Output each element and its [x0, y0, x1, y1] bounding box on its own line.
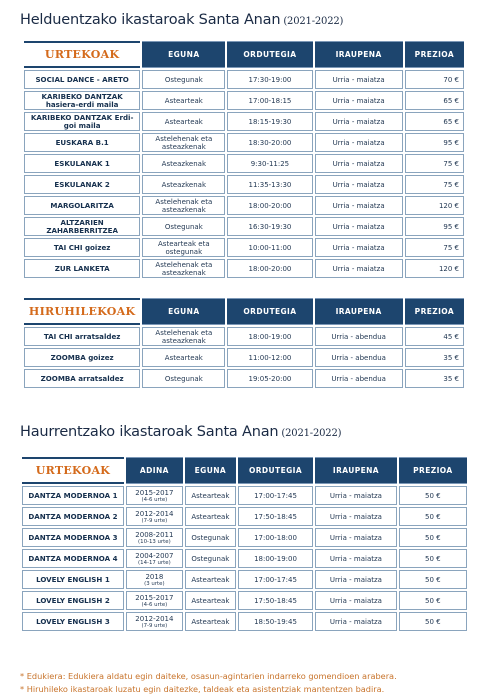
course-name: ESKULANAK 1: [24, 154, 140, 173]
col-ordutegia: ORDUTEGIA: [227, 41, 312, 68]
course-duration: Urria - maiatza: [315, 112, 403, 131]
age-note: (7-9 urte): [141, 517, 168, 524]
course-name: SOCIAL DANCE - ARETO: [24, 70, 140, 89]
course-price: 35 €: [405, 369, 464, 388]
table-row: [24, 327, 464, 346]
age-note: (3 urte): [144, 580, 165, 587]
age-years: 2012-2014: [135, 614, 174, 623]
course-name: DANTZA MODERNOA 4: [22, 549, 124, 568]
age-note: (7-9 urte): [141, 622, 168, 629]
course-day: Asteazkenak: [142, 154, 225, 173]
col-prezioa: PREZIOA: [405, 298, 464, 325]
course-name: ALTZARIEN ZAHARBERRITZEA: [24, 217, 140, 236]
table-row: [24, 217, 464, 236]
course-price: 50 €: [399, 528, 467, 547]
course-duration: Urria - maiatza: [315, 591, 396, 610]
adult-courses-title: [20, 12, 343, 28]
course-time: 18:00-20:00: [227, 259, 312, 278]
course-day: Astearteak: [185, 507, 236, 526]
table-row: [22, 528, 467, 547]
course-duration: Urria - maiatza: [315, 486, 396, 505]
course-price: 75 €: [405, 154, 464, 173]
course-duration: Urria - maiatza: [315, 612, 396, 631]
course-time: 17:50-18:45: [238, 591, 313, 610]
course-duration: Urria - maiatza: [315, 175, 403, 194]
course-duration: Urria - maiatza: [315, 238, 403, 257]
course-day: Astearteak: [142, 91, 225, 110]
course-duration: Urria - maiatza: [315, 507, 396, 526]
col-prezioa: PREZIOA: [405, 41, 464, 68]
course-day: Ostegunak: [185, 528, 236, 547]
section-hiruhilekoak: HIRUHILEKOAK: [24, 298, 140, 325]
course-name: EUSKARA B.1: [24, 133, 140, 152]
course-price: 120 €: [405, 196, 464, 215]
course-time: 18:00-19:00: [227, 327, 312, 346]
course-duration: Urria - abendua: [315, 327, 403, 346]
course-duration: Urria - maiatza: [315, 196, 403, 215]
course-price: 65 €: [405, 91, 464, 110]
course-day: Astelehenak eta asteazkenak: [142, 327, 225, 346]
col-eguna: EGUNA: [142, 298, 225, 325]
course-price: 50 €: [399, 591, 467, 610]
course-name: DANTZA MODERNOA 2: [22, 507, 124, 526]
course-name: KARIBEKO DANTZAK Erdi- goi maila: [24, 112, 140, 131]
kids-annual-header-row: [22, 457, 467, 484]
col-ordutegia: ORDUTEGIA: [227, 298, 312, 325]
adult-annual-table: [22, 39, 466, 280]
course-time: 17:00-18:15: [227, 91, 312, 110]
course-day: Astearteak: [185, 591, 236, 610]
table-row: [22, 486, 467, 505]
course-day: Astearteak eta ostegunak: [142, 238, 225, 257]
course-name: KARIBEKO DANTZAK hasiera-erdi maila: [24, 91, 140, 110]
table-row: [24, 133, 464, 152]
course-time: 17:00-18:00: [238, 528, 313, 547]
course-name: ZOOMBA goizez: [24, 348, 140, 367]
course-name: LOVELY ENGLISH 3: [22, 612, 124, 631]
course-price: 75 €: [405, 238, 464, 257]
course-day: Astearteak: [185, 570, 236, 589]
course-duration: Urria - maiatza: [315, 133, 403, 152]
table-row: [22, 549, 467, 568]
footnote-capacity: * Edukiera: Edukiera aldatu egin daiteke, osasun-agintarien indarreko gomendioen arabera.: [20, 671, 397, 681]
col-eguna: EGUNA: [185, 457, 236, 484]
col-prezioa: PREZIOA: [399, 457, 467, 484]
table-row: [24, 348, 464, 367]
course-age: [126, 486, 183, 505]
course-name: LOVELY ENGLISH 2: [22, 591, 124, 610]
course-price: 35 €: [405, 348, 464, 367]
course-day: Ostegunak: [142, 70, 225, 89]
course-day: Asteazkenak: [142, 175, 225, 194]
course-age: [126, 528, 183, 547]
course-time: 16:30-19:30: [227, 217, 312, 236]
age-years: 2012-2014: [135, 509, 174, 518]
course-name: LOVELY ENGLISH 1: [22, 570, 124, 589]
table-row: [24, 196, 464, 215]
course-price: 70 €: [405, 70, 464, 89]
course-price: 50 €: [399, 612, 467, 631]
course-day: Astelehenak eta asteazkenak: [142, 259, 225, 278]
kids-title-year: (2021-2022): [281, 428, 342, 439]
col-eguna: EGUNA: [142, 41, 225, 68]
table-row: [24, 175, 464, 194]
adult-title-year: (2021-2022): [283, 16, 344, 27]
course-day: Astelehenak eta asteazkenak: [142, 133, 225, 152]
course-duration: Urria - maiatza: [315, 70, 403, 89]
course-price: 95 €: [405, 217, 464, 236]
kids-title-text: Haurrentzako ikastaroak Santa Anan: [20, 424, 279, 440]
course-name: TAI CHI goizez: [24, 238, 140, 257]
section-urtekoak: URTEKOAK: [22, 457, 124, 484]
course-time: 11:00-12:00: [227, 348, 312, 367]
course-name: MARGOLARITZA: [24, 196, 140, 215]
course-price: 50 €: [399, 507, 467, 526]
course-day: Ostegunak: [142, 369, 225, 388]
course-age: [126, 612, 183, 631]
adult-trimester-table: [22, 296, 466, 390]
course-duration: Urria - maiatza: [315, 154, 403, 173]
adult-trimester-header-row: [24, 298, 464, 325]
course-time: 18:50-19:45: [238, 612, 313, 631]
course-name: ZOOMBA arratsaldez: [24, 369, 140, 388]
course-price: 45 €: [405, 327, 464, 346]
course-name: DANTZA MODERNOA 1: [22, 486, 124, 505]
course-name: TAI CHI arratsaldez: [24, 327, 140, 346]
course-time: 18:15-19:30: [227, 112, 312, 131]
course-duration: Urria - maiatza: [315, 549, 396, 568]
course-day: Astearteak: [142, 348, 225, 367]
course-name: ESKULANAK 2: [24, 175, 140, 194]
adult-title-text: Helduentzako ikastaroak Santa Anan: [20, 12, 281, 28]
course-name: ZUR LANKETA: [24, 259, 140, 278]
course-day: Ostegunak: [185, 549, 236, 568]
course-time: 17:30-19:00: [227, 70, 312, 89]
course-time: 10:00-11:00: [227, 238, 312, 257]
age-note: (4-6 urte): [141, 601, 168, 608]
course-day: Ostegunak: [142, 217, 225, 236]
course-price: 65 €: [405, 112, 464, 131]
col-iraupena: IRAUPENA: [315, 457, 396, 484]
course-day: Astelehenak eta asteazkenak: [142, 196, 225, 215]
course-duration: Urria - abendua: [315, 348, 403, 367]
course-price: 50 €: [399, 549, 467, 568]
table-row: [22, 507, 467, 526]
course-age: [126, 507, 183, 526]
course-duration: Urria - maiatza: [315, 528, 396, 547]
table-row: [24, 70, 464, 89]
age-note: (14-17 urte): [138, 559, 171, 566]
course-duration: Urria - maiatza: [315, 217, 403, 236]
table-row: [24, 369, 464, 388]
course-day: Astearteak: [142, 112, 225, 131]
course-age: [126, 570, 183, 589]
course-age: [126, 549, 183, 568]
course-duration: Urria - maiatza: [315, 259, 403, 278]
col-adina: ADINA: [126, 457, 183, 484]
course-time: 9:30-11:25: [227, 154, 312, 173]
course-time: 17:50-18:45: [238, 507, 313, 526]
age-years: 2008-2011: [135, 530, 174, 539]
course-age: [126, 591, 183, 610]
course-day: Astearteak: [185, 612, 236, 631]
course-name: DANTZA MODERNOA 3: [22, 528, 124, 547]
course-time: 18:00-19:00: [238, 549, 313, 568]
table-row: [24, 259, 464, 278]
course-day: Astearteak: [185, 486, 236, 505]
age-years: 2004-2007: [135, 551, 174, 560]
course-price: 50 €: [399, 486, 467, 505]
age-note: (4-6 urte): [141, 496, 168, 503]
age-years: 2015-2017: [135, 593, 174, 602]
table-row: [24, 238, 464, 257]
table-row: [24, 91, 464, 110]
footnote-extension: * Hiruhileko ikastaroak luzatu egin daitezke, taldeak eta asistentziak mantentzen badira.: [20, 684, 385, 694]
course-duration: Urria - maiatza: [315, 570, 396, 589]
course-time: 19:05-20:00: [227, 369, 312, 388]
table-row: [24, 112, 464, 131]
course-time: 17:00-17:45: [238, 570, 313, 589]
course-time: 17:00-17:45: [238, 486, 313, 505]
age-years: 2015-2017: [135, 488, 174, 497]
course-price: 95 €: [405, 133, 464, 152]
table-row: [22, 570, 467, 589]
course-duration: Urria - abendua: [315, 369, 403, 388]
age-note: (10-13 urte): [138, 538, 171, 545]
course-time: 11:35-13:30: [227, 175, 312, 194]
course-price: 75 €: [405, 175, 464, 194]
course-time: 18:30-20:00: [227, 133, 312, 152]
kids-annual-table: [20, 455, 469, 633]
kids-courses-title: [20, 424, 341, 440]
course-price: 50 €: [399, 570, 467, 589]
table-row: [24, 154, 464, 173]
col-iraupena: IRAUPENA: [315, 41, 403, 68]
course-price: 120 €: [405, 259, 464, 278]
course-time: 18:00-20:00: [227, 196, 312, 215]
col-iraupena: IRAUPENA: [315, 298, 403, 325]
age-years: 2018: [145, 572, 164, 581]
col-ordutegia: ORDUTEGIA: [238, 457, 313, 484]
course-duration: Urria - maiatza: [315, 91, 403, 110]
table-row: [22, 612, 467, 631]
section-urtekoak: URTEKOAK: [24, 41, 140, 68]
adult-annual-header-row: [24, 41, 464, 68]
table-row: [22, 591, 467, 610]
